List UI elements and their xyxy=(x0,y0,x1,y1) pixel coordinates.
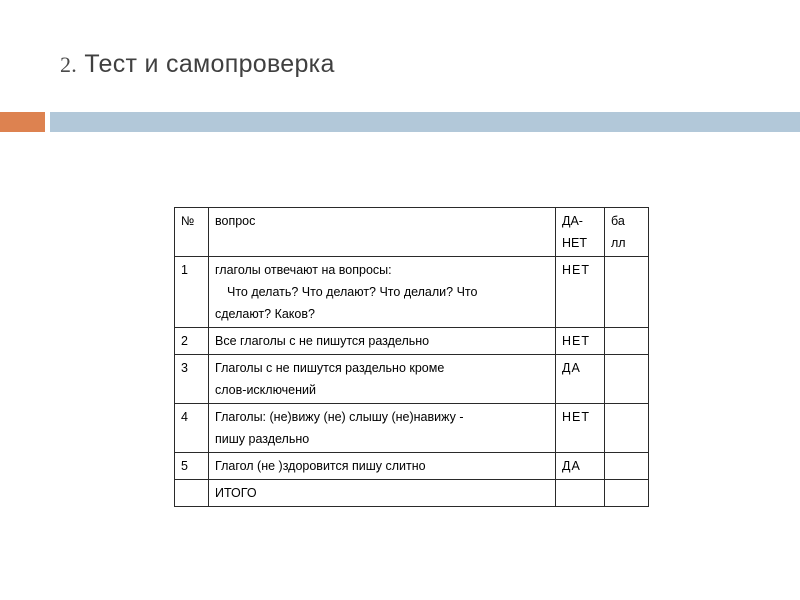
header-num: № xyxy=(175,208,209,257)
quiz-table xyxy=(174,207,649,507)
total-score-cell xyxy=(605,480,649,507)
slide-title-number: 2. xyxy=(60,52,78,77)
row-answer: ДА xyxy=(556,453,605,480)
question-line: Глаголы с не пишутся раздельно кроме xyxy=(215,361,445,375)
question-line: Глаголы: (не)вижу (не) слышу (не)навижу - xyxy=(215,410,464,424)
row-answer: НЕТ xyxy=(556,257,605,328)
table-row xyxy=(175,257,649,328)
row-num: 1 xyxy=(175,257,209,328)
row-score xyxy=(605,257,649,328)
table-row xyxy=(175,328,649,355)
header-score xyxy=(605,208,649,257)
question-line: глаголы отвечают на вопросы: xyxy=(215,263,392,277)
row-score xyxy=(605,355,649,404)
question-line: Что делать? Что делают? Что делали? Что xyxy=(227,285,478,299)
header-yes-no xyxy=(556,208,605,257)
accent-bar-orange xyxy=(0,112,45,132)
row-score xyxy=(605,453,649,480)
header-score-line-1: ба xyxy=(611,214,625,228)
table-row xyxy=(175,404,649,453)
total-answer-cell xyxy=(556,480,605,507)
row-num: 4 xyxy=(175,404,209,453)
table-row xyxy=(175,453,649,480)
slide-title-text: Тест и самопроверка xyxy=(84,50,335,78)
header-score-line-2: лл xyxy=(611,236,626,250)
row-score xyxy=(605,328,649,355)
question-line: сделают? Каков? xyxy=(215,307,315,321)
row-answer: НЕТ xyxy=(556,404,605,453)
table-row xyxy=(175,355,649,404)
header-yes-no-line-2: НЕТ xyxy=(562,236,587,250)
table-header-row xyxy=(175,208,649,257)
row-question xyxy=(209,355,556,404)
slide-title xyxy=(60,50,335,79)
row-answer: ДА xyxy=(556,355,605,404)
row-question xyxy=(209,328,556,355)
table-total-row xyxy=(175,480,649,507)
accent-bar-blue xyxy=(50,112,800,132)
row-num: 5 xyxy=(175,453,209,480)
question-line: слов-исключений xyxy=(215,383,317,397)
row-num: 2 xyxy=(175,328,209,355)
question-line: Глагол (не )здоровится пишу слитно xyxy=(215,459,426,473)
row-answer: НЕТ xyxy=(556,328,605,355)
row-question xyxy=(209,453,556,480)
total-num-cell xyxy=(175,480,209,507)
question-line: пишу раздельно xyxy=(215,432,310,446)
header-question: вопрос xyxy=(209,208,556,257)
total-label: ИТОГО xyxy=(209,480,556,507)
row-question xyxy=(209,404,556,453)
question-line: Все глаголы с не пишутся раздельно xyxy=(215,334,430,348)
row-score xyxy=(605,404,649,453)
header-yes-no-line-1: ДА- xyxy=(562,214,583,228)
row-question xyxy=(209,257,556,328)
row-num: 3 xyxy=(175,355,209,404)
